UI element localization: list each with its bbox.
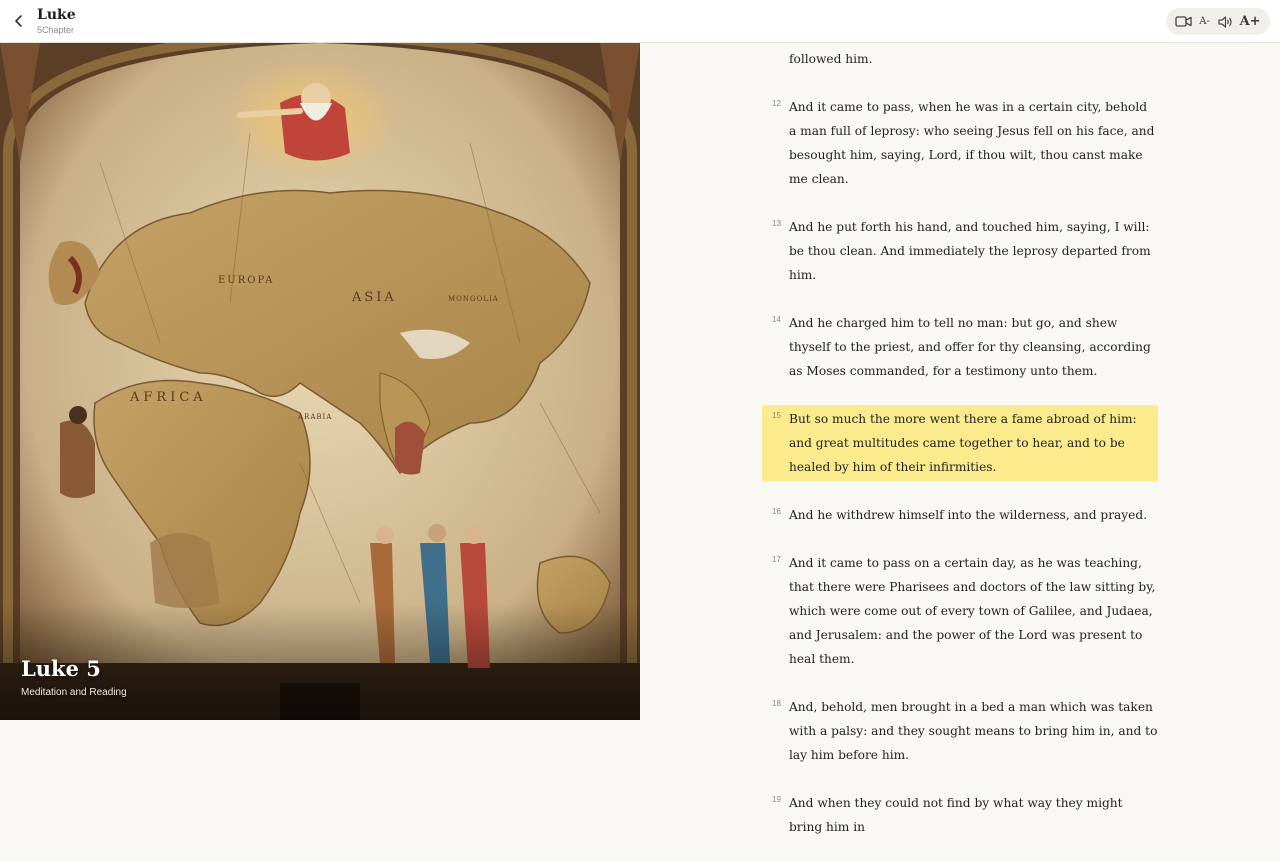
- back-button[interactable]: [8, 9, 30, 33]
- verse-number: 14: [772, 315, 781, 324]
- speaker-icon: [1217, 15, 1233, 29]
- verse-number: 17: [772, 555, 781, 564]
- verse-text: And it came to pass, when he was in a certain city, behold a man full of leprosy: who seeing Jesus fell on his face, and besought him, saying, Lord, if thou wilt, thou canst make me clean.: [789, 100, 1155, 186]
- verse[interactable]: [762, 693, 1158, 769]
- verse[interactable]: [762, 213, 1158, 289]
- map-label-europa: EUROPA: [218, 275, 275, 286]
- chapter-subtitle: 5Chapter: [37, 25, 75, 35]
- verse[interactable]: [762, 309, 1158, 385]
- verse-text: And when they could not find by what way they might bring him in: [789, 796, 1123, 834]
- font-decrease-button[interactable]: A-: [1199, 16, 1210, 27]
- verse-number: 18: [772, 699, 781, 708]
- chapter-heading: Luke 5: [21, 656, 101, 681]
- chapter-artwork: [0, 43, 640, 720]
- book-title: Luke: [37, 7, 76, 23]
- verse-text: followed him.: [789, 52, 873, 66]
- map-label-asia: ASIA: [352, 290, 397, 305]
- map-label-mongolia: MONGOLIA: [448, 295, 499, 303]
- map-label-africa: AFRICA: [130, 390, 207, 405]
- top-bar: [0, 0, 1280, 43]
- chevron-left-icon: [8, 9, 30, 33]
- artwork-caption: [21, 656, 127, 698]
- fresco-map-illustration: [0, 43, 640, 720]
- font-increase-button[interactable]: A+: [1239, 14, 1261, 29]
- title-block: [37, 7, 76, 36]
- audio-button[interactable]: [1217, 15, 1233, 29]
- chapter-subheading: Meditation and Reading: [21, 687, 127, 698]
- verse-number: 19: [772, 795, 781, 804]
- reader-toolbar: [1166, 8, 1270, 35]
- verse-number: 13: [772, 219, 781, 228]
- verse-text: And he withdrew himself into the wilderness, and prayed.: [789, 508, 1148, 522]
- verse-number: 12: [772, 99, 781, 108]
- verse-number: 16: [772, 507, 781, 516]
- verse-number: 15: [772, 411, 781, 420]
- verse-text: And it came to pass on a certain day, as he was teaching, that there were Pharisees and doctors of the law sitting by, which were come out of every town of Galilee, and Judaea, and Jerusalem: and the power of the Lord was present to heal them.: [789, 556, 1156, 666]
- video-camera-icon: [1175, 15, 1192, 28]
- verse-text: And he put forth his hand, and touched him, saying, I will: be thou clean. And immediately the leprosy departed from him.: [789, 220, 1151, 282]
- verse[interactable]: [762, 45, 1158, 73]
- verse[interactable]: [762, 501, 1158, 529]
- verse-list: [762, 45, 1158, 861]
- verse-text: And, behold, men brought in a bed a man which was taken with a palsy: and they sought means to bring him in, and to lay him before him.: [789, 700, 1158, 762]
- video-button[interactable]: [1175, 15, 1192, 28]
- map-label-arabia: ARABIA: [298, 413, 333, 421]
- verse-text: But so much the more went there a fame abroad of him: and great multitudes came together to hear, and to be healed by him of their infirmities.: [789, 412, 1137, 474]
- verse[interactable]: [762, 93, 1158, 193]
- verse[interactable]: [762, 789, 1158, 841]
- verse-text: And he charged him to tell no man: but go, and shew thyself to the priest, and offer for thy cleansing, according as Moses commanded, for a testimony unto them.: [789, 316, 1151, 378]
- verse-highlighted[interactable]: [762, 405, 1158, 481]
- verse[interactable]: [762, 549, 1158, 673]
- reading-pane[interactable]: [640, 43, 1280, 834]
